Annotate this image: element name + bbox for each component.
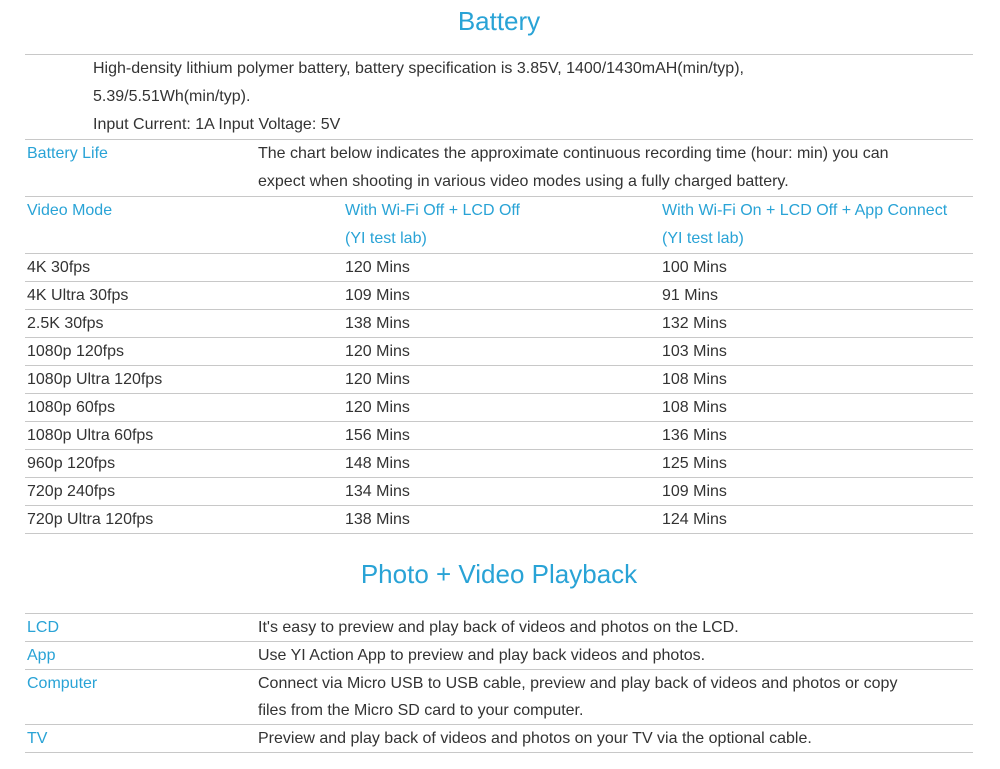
wifi-off-time-cell: 156 Mins: [345, 427, 410, 444]
table-row: [25, 394, 973, 422]
playback-desc-line: files from the Micro SD card to your computer.: [258, 702, 584, 719]
video-mode-cell: 960p 120fps: [27, 455, 116, 472]
wifi-off-time-cell: 120 Mins: [345, 399, 410, 416]
header-wifi-on: [662, 197, 973, 253]
playback-desc-line: It's easy to preview and play back of videos and photos on the LCD.: [258, 619, 739, 636]
video-mode-cell: 1080p 60fps: [27, 399, 116, 416]
playback-desc-line: Preview and play back of videos and photos on your TV via the optional cable.: [258, 730, 812, 747]
spec-page: [25, 0, 973, 753]
wifi-off-time-cell: 134 Mins: [345, 483, 410, 500]
battery-life-desc-line: expect when shooting in various video modes using a fully charged battery.: [258, 173, 789, 190]
wifi-off-time-cell: 109 Mins: [345, 287, 410, 304]
table-row: [25, 254, 973, 282]
playback-desc: [258, 670, 973, 724]
wifi-off-time-cell: 120 Mins: [345, 343, 410, 360]
wifi-on-time-cell: 100 Mins: [662, 259, 727, 276]
table-row: [25, 366, 973, 394]
battery-life-label: Battery Life: [27, 145, 108, 162]
battery-section-title: Battery: [25, 0, 973, 55]
playback-desc-line: Connect via Micro USB to USB cable, preview and play back of videos and photos or copy: [258, 675, 898, 692]
wifi-on-time-cell: 108 Mins: [662, 371, 727, 388]
video-mode-cell: 720p 240fps: [27, 483, 116, 500]
battery-input-line: Input Current: 1A Input Voltage: 5V: [93, 116, 341, 133]
video-mode-cell: 2.5K 30fps: [27, 315, 104, 332]
playback-row: [25, 614, 973, 642]
table-row: [25, 506, 973, 534]
video-mode-cell: 1080p Ultra 120fps: [27, 371, 163, 388]
playback-label: Computer: [27, 675, 98, 692]
wifi-off-time-cell: 120 Mins: [345, 371, 410, 388]
wifi-off-time-cell: 148 Mins: [345, 455, 410, 472]
wifi-on-time-cell: 125 Mins: [662, 455, 727, 472]
wifi-on-time-cell: 124 Mins: [662, 511, 727, 528]
wifi-off-time-cell: 138 Mins: [345, 511, 410, 528]
header-text: Video Mode: [27, 202, 113, 219]
table-row: [25, 310, 973, 338]
wifi-off-time-cell: 138 Mins: [345, 315, 410, 332]
playback-list: [25, 614, 973, 753]
battery-life-desc-line: The chart below indicates the approximate continuous recording time (hour: min) you can: [258, 145, 889, 162]
battery-table-body: [25, 254, 973, 534]
header-wifi-off: [345, 197, 662, 253]
table-row: [25, 450, 973, 478]
playback-label: TV: [27, 730, 48, 747]
playback-section-title: Photo + Video Playback: [25, 552, 973, 614]
battery-life-desc: [258, 140, 973, 196]
wifi-on-time-cell: 108 Mins: [662, 399, 727, 416]
wifi-on-time-cell: 109 Mins: [662, 483, 727, 500]
header-text: With Wi-Fi Off + LCD Off: [345, 202, 520, 219]
playback-row: [25, 670, 973, 725]
video-mode-cell: 1080p Ultra 60fps: [27, 427, 154, 444]
video-mode-cell: 4K 30fps: [27, 259, 91, 276]
video-mode-cell: 1080p 120fps: [27, 343, 124, 360]
playback-row: [25, 725, 973, 753]
table-row: [25, 478, 973, 506]
playback-desc-line: Use YI Action App to preview and play back videos and photos.: [258, 647, 706, 664]
playback-label: LCD: [27, 619, 60, 636]
playback-row: [25, 642, 973, 670]
table-row: [25, 422, 973, 450]
wifi-on-time-cell: 132 Mins: [662, 315, 727, 332]
battery-spec-line: 5.39/5.51Wh(min/typ).: [93, 88, 251, 105]
header-subtext: (YI test lab): [345, 230, 427, 247]
table-row: [25, 282, 973, 310]
playback-desc: [258, 614, 973, 641]
wifi-on-time-cell: 103 Mins: [662, 343, 727, 360]
playback-desc: [258, 725, 973, 752]
header-video-mode: [25, 197, 345, 253]
table-header-row: [25, 197, 973, 254]
battery-spec-line: High-density lithium polymer battery, battery specification is 3.85V, 1400/1430mAH(min/typ),: [93, 60, 744, 77]
playback-label: App: [27, 647, 56, 664]
header-subtext: (YI test lab): [662, 230, 744, 247]
battery-life-row: [25, 140, 973, 197]
wifi-on-time-cell: 136 Mins: [662, 427, 727, 444]
wifi-off-time-cell: 120 Mins: [345, 259, 410, 276]
video-mode-cell: 4K Ultra 30fps: [27, 287, 129, 304]
playback-desc: [258, 642, 973, 669]
wifi-on-time-cell: 91 Mins: [662, 287, 719, 304]
video-mode-cell: 720p Ultra 120fps: [27, 511, 154, 528]
table-row: [25, 338, 973, 366]
header-text: With Wi-Fi On + LCD Off + App Connect: [662, 202, 948, 219]
battery-spec: [25, 55, 973, 140]
